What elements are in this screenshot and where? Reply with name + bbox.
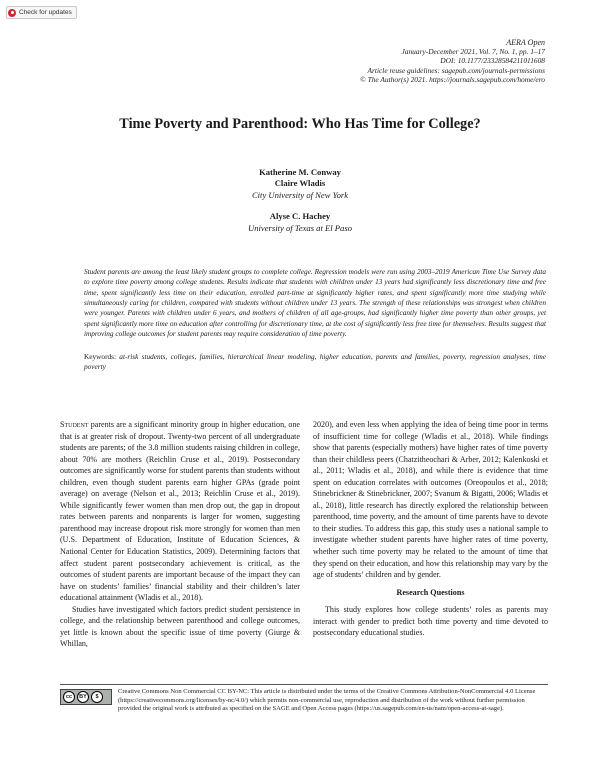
author-affiliation: City University of New York bbox=[251, 189, 349, 200]
check-updates-icon bbox=[8, 9, 16, 17]
lead-word: Student bbox=[60, 420, 89, 429]
body-paragraph: This study explores how college students’ roles as parents may interact with gender to predict both time poverty and time devoted to postsecondary educational studies. bbox=[313, 605, 548, 638]
keywords-label: Keywords: bbox=[84, 352, 117, 361]
section-heading: Research Questions bbox=[396, 587, 465, 597]
check-updates-label: Check for updates bbox=[19, 9, 72, 16]
author-name: Katherine M. Conway bbox=[259, 167, 341, 177]
journal-issue: January-December 2021, Vol. 7, No. 1, pp. 1–17 bbox=[401, 47, 545, 57]
license-text: Creative Commons Non Commercial CC BY-NC: This article is distributed under the terms of the Creative Commons Attribution-NonCommercial 4.0 License (https://creativecommons.org/licenses/by-nc/4.0/) which permits non-commercial use, reproduction and distribution of the work without further permission provided the original work is attributed as specified on the SAGE and Open Access pages (https://us.sagepub.com/en-us/nam/open-access-at-sage). bbox=[118, 688, 536, 713]
journal-name: AERA Open bbox=[506, 38, 545, 47]
keywords-text: at-risk students, colleges, families, hierarchical linear modeling, higher education, parents and families, poverty, regression analyses, time poverty bbox=[84, 352, 547, 372]
paragraph-text: parents are a significant minority group in higher education, one that is at greater risk of dropout. Twenty-two percent of all undergraduate students are parents; of the 3.8 million students raising children in college, about 70% are mothers (Reichlin Cruse et al., 2019). Postsecondary outcomes are significantly worse for student parents than students without children, even though student parents earn higher GPAs (grade point average) on average (Nelson et al., 2013; Reichlin Cruse et al., 2019). While significantly fewer women than men drop out, the gap in dropout rates between parents and nonparents is larger for women, suggesting parenthood may increase dropout risk more strongly for women than men (U.S. Department of Education, Institute of Education Sciences, & National Center for Education Statistics, 2009). Determining factors that affect student parent postsecondary achievement is critical, as the outcomes of student parents are important because of the impact they can have on students’ families’ financial stability and their children’s later educational attainment (Wladis et al., 2018). bbox=[60, 420, 300, 603]
body-paragraph: Studies have investigated which factors predict student persistence in college, and the relationship between parenthood and college outcomes, yet little is known about the specific issue of time poverty (Giurge & Whillan, bbox=[60, 604, 300, 649]
cc-license-badge[interactable] bbox=[60, 689, 112, 705]
author-block bbox=[0, 167, 600, 234]
journal-doi: DOI: 10.1177/23328584211011608 bbox=[440, 56, 545, 66]
noncommercial-icon: $ bbox=[91, 691, 103, 703]
body-column-left bbox=[60, 419, 300, 650]
attribution-icon: BY bbox=[77, 691, 89, 703]
reuse-guidelines: Article reuse guidelines: sagepub.com/journals-permissions bbox=[367, 65, 545, 75]
check-for-updates-badge[interactable] bbox=[6, 6, 77, 19]
article-title: Time Poverty and Parenthood: Who Has Time for College? bbox=[119, 116, 481, 132]
cc-icon: cc bbox=[63, 691, 75, 703]
author-name: Alyse C. Hachey bbox=[269, 211, 331, 222]
journal-header bbox=[360, 38, 545, 84]
body-paragraph: 2020), and even less when applying the idea of being time poor in terms of insufficient time for college (Wladis et al., 2018). While findings show that parents (especially mothers) have higher rates of time poverty than their childless peers (Chatzitheochari & Arber, 2012; Kalenkoski et al., 2011; Wladis et al., 2018), and while there is evidence that time spent on education correlates with outcomes (Oreopoulos et al., 2018; Stinebrickner & Stinebrickner, 2007; Svanum & Bigatti, 2006; Wladis et al., 2018), little research has directly explored the relationship between parenthood, time poverty, and the amount of time parents have to devote to their studies. To address this gap, this study uses a national sample to investigate whether student parents have higher rates of time poverty, whether such time poverty may be related to the amount of time that they spend on their education, and how this relationship may vary by the age of students’ children and by gender. bbox=[313, 420, 548, 580]
abstract: Student parents are among the least likely student groups to complete college. Regression models were run using 2003–2019 American Time Use Survey data to explore time poverty among college students. Results indicate that students with children under 13 years had significantly less discretionary time and free time, spent significantly less time on their education, enrolled part-time at significantly higher rates, and spent significantly more time studying while simultaneously caring for children, compared with students without children under 13 years. The strength of these relationships was strongest when children were younger. Parents with children under 6 years, and mothers of children of all age-groups, had significantly higher time poverty than other groups, yet spent significantly more time on education after controlling for discretionary time, at the cost of significantly less free time for themselves. Results suggest that improving college outcomes for student parents may require consideration of time poverty. bbox=[84, 268, 546, 339]
footer-divider bbox=[60, 684, 548, 685]
keywords bbox=[84, 352, 546, 373]
author-affiliation: University of Texas at El Paso bbox=[248, 222, 352, 233]
author-name: Claire Wladis bbox=[274, 178, 326, 189]
copyright-line: © The Author(s) 2021. https://journals.sagepub.com/home/ero bbox=[360, 74, 545, 84]
body-paragraph bbox=[60, 419, 300, 604]
body-column-right bbox=[313, 419, 548, 639]
